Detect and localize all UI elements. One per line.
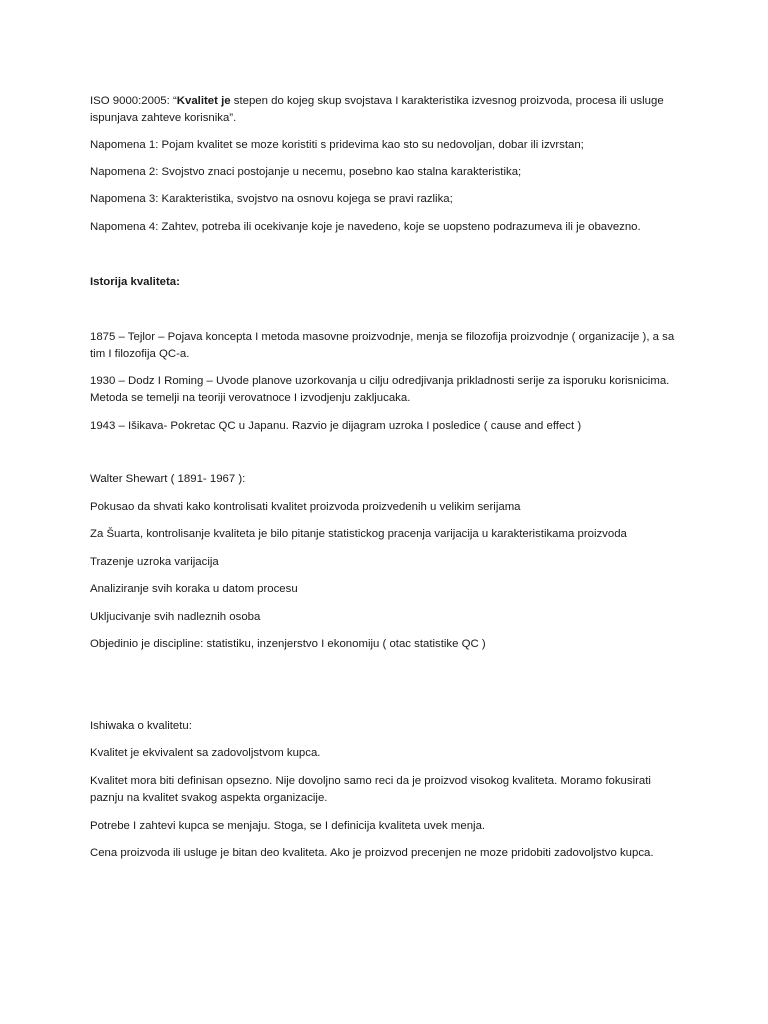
ishiwaka-heading: Ishiwaka o kvalitetu:: [90, 720, 192, 732]
iso-prefix: ISO 9000:2005: “: [90, 95, 177, 107]
iso-definition: stepen do kojeg skup svojstava I karakteristika izvesnog proizvoda, procesa ili usluge: [230, 95, 664, 107]
note-1: Napomena 1: Pojam kvalitet se moze koristiti s pridevima kao sto su nedovoljan, dobar ili izvrstan;: [90, 139, 584, 151]
history-item-1943: 1943 – Išikava- Pokretac QC u Japanu. Razvio je dijagram uzroka I posledice ( cause and effect ): [90, 420, 582, 432]
ishiwaka-item: Potrebe I zahtevi kupca se menjaju. Stoga, se I definicija kvaliteta uvek menja.: [90, 820, 486, 832]
shewart-item: Trazenje uzroka varijacija: [90, 556, 219, 568]
shewart-item: Pokusao da shvati kako kontrolisati kvalitet proizvoda proizvedenih u velikim serijama: [90, 501, 521, 513]
history-item-1875-line2: tim I filozofija QC-a.: [90, 348, 190, 360]
iso-definition-line1: [90, 93, 664, 110]
note-4: Napomena 4: Zahtev, potreba ili ocekivanje koje je navedeno, koje se uopsteno podrazumeva ili je obavezno.: [90, 221, 641, 233]
ishiwaka-item: Cena proizvoda ili usluge je bitan deo kvaliteta. Ako je proizvod precenjen ne moze pridobiti zadovoljstvo kupca.: [90, 847, 654, 859]
iso-term: Kvalitet je: [176, 95, 231, 107]
shewart-item: Objedinio je discipline: statistiku, inzenjerstvo I ekonomiju ( otac statistike QC ): [90, 638, 486, 650]
ishiwaka-item: Kvalitet je ekvivalent sa zadovoljstvom kupca.: [90, 747, 321, 759]
ishiwaka-item: Kvalitet mora biti definisan opsezno. Nije dovoljno samo reci da je proizvod visokog kvaliteta. Moramo fokusirati: [90, 775, 651, 787]
history-item-1875-line1: 1875 – Tejlor – Pojava koncepta I metoda masovne proizvodnje, menja se filozofija proizvodnje ( organizacije ), a sa: [90, 331, 675, 343]
shewart-item: Za Šuarta, kontrolisanje kvaliteta je bilo pitanje statistickog pracenja varijacija u karakteristikama proizvoda: [90, 528, 627, 540]
shewart-item: Analiziranje svih koraka u datom procesu: [90, 583, 298, 595]
history-heading: Istorija kvaliteta:: [90, 276, 180, 288]
shewart-item: Ukljucivanje svih nadleznih osoba: [90, 611, 261, 623]
ishiwaka-item-cont: paznju na kvalitet svakog aspekta organizacije.: [90, 792, 328, 804]
note-3: Napomena 3: Karakteristika, svojstvo na osnovu kojega se pravi razlika;: [90, 193, 453, 205]
iso-definition-line2: ispunjava zahteve korisnika”.: [90, 112, 237, 124]
note-2: Napomena 2: Svojstvo znaci postojanje u necemu, posebno kao stalna karakteristika;: [90, 166, 522, 178]
history-item-1930-line2: Metoda se temelji na teoriji verovatnoce I izvodjenju zakljucaka.: [90, 392, 411, 404]
shewart-heading: Walter Shewart ( 1891- 1967 ):: [90, 473, 246, 485]
history-item-1930-line1: 1930 – Dodz I Roming – Uvode planove uzorkovanja u cilju odredjivanja prikladnosti serije za isporuku korisnicima.: [90, 375, 670, 387]
